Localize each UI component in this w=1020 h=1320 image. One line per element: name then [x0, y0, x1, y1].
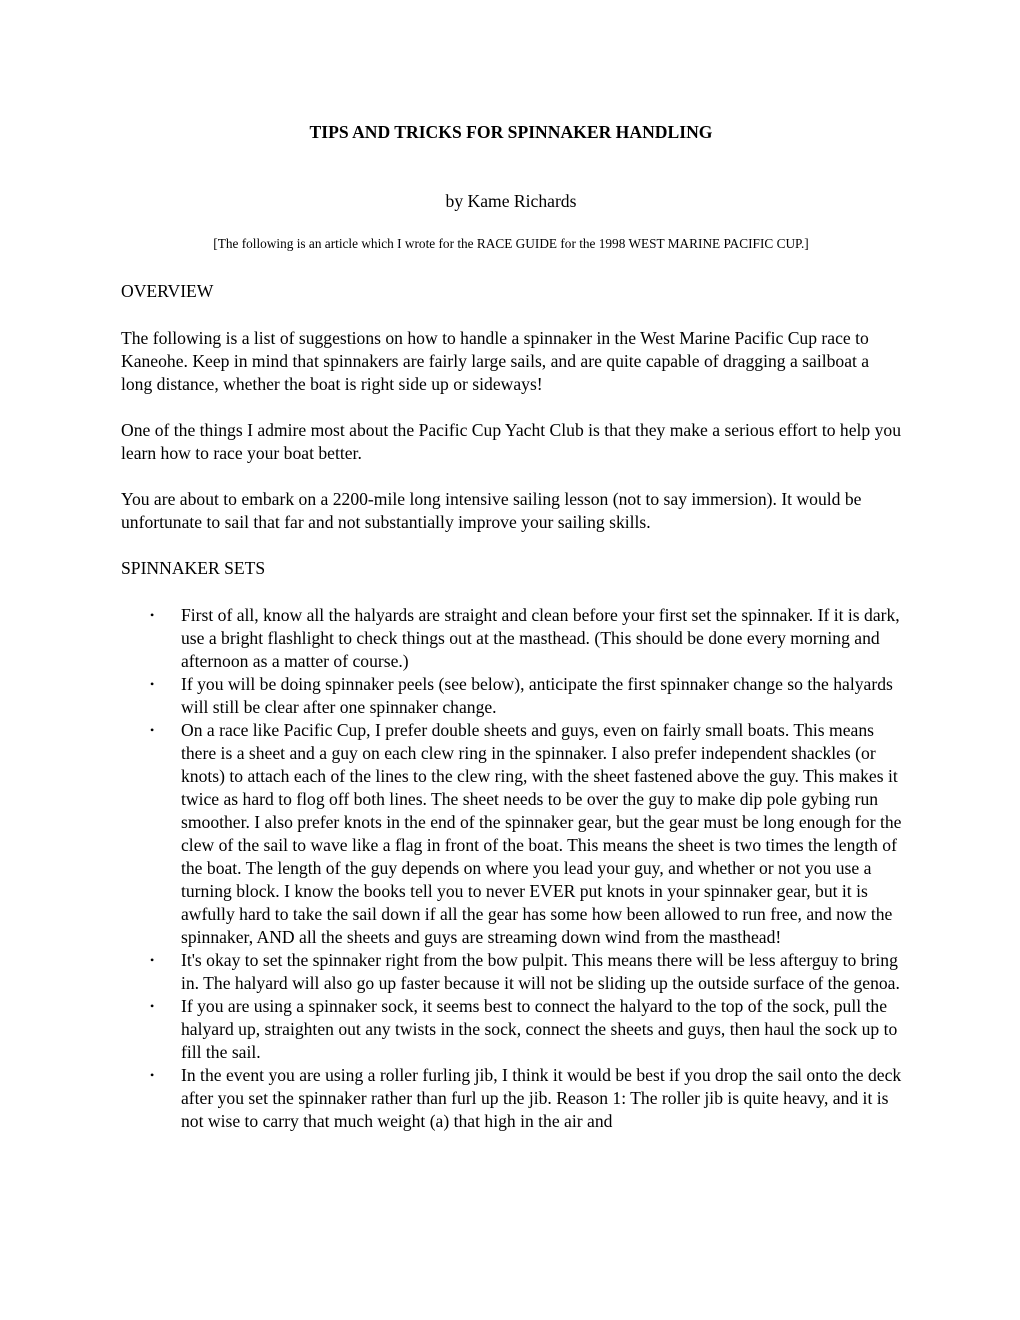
list-item — [121, 719, 903, 949]
overview-paragraph-2: One of the things I admire most about the Pacific Cup Yacht Club is that they make a serious effort to help you learn how to race your boat better. — [121, 420, 902, 463]
editorial-note: [The following is an article which I wrote for the RACE GUIDE for the 1998 WEST MARINE PACIFIC CUP.] — [213, 236, 809, 251]
overview-heading: OVERVIEW — [121, 281, 214, 301]
bullet-icon: • — [150, 999, 155, 1013]
bullet-icon: • — [150, 953, 155, 967]
list-item-text: On a race like Pacific Cup, I prefer double sheets and guys, even on fairly small boats. This means there is a sheet and a guy on each clew ring in the spinnaker. I also prefer independent shackles (or knots) to attach each of the lines to the clew ring, with the sheet fastened above the guy. This makes it twice as hard to flog off both lines. The sheet needs to be over the guy to make dip pole gybing run smoother. I also prefer knots in the end of the spinnaker gear, but the gear must be long enough for the clew of the sail to wave like a flag in front of the boat. This means the sheet is two times the length of the boat. The length of the guy depends on where you lead your guy, and whether or not you use a turning block. I know the books tell you to never EVER put knots in your spinnaker gear, but it is awfully hard to take the sail down if all the gear has some how been allowed to run free, and now the spinnaker, AND all the sheets and guys are streaming down wind from the masthead! — [181, 720, 902, 947]
overview-paragraph-1: The following is a list of suggestions on how to handle a spinnaker in the West Marine Pacific Cup race to Kaneohe. Keep in mind that spinnakers are fairly large sails, and are quite capable of dragging a sailboat a long distance, whether the boat is right side up or sideways! — [121, 328, 870, 394]
list-item-text: First of all, know all the halyards are straight and clean before your first set the spinnaker. If it is dark, use a bright flashlight to check things out at the masthead. (This should be done every morning and afternoon as a matter of course.) — [181, 605, 900, 671]
list-item-text: It's okay to set the spinnaker right from the bow pulpit. This means there will be less afterguy to bring in. The halyard will also go up faster because it will not be sliding up the outside surface of the genoa. — [181, 950, 900, 993]
author-byline: by Kame Richards — [445, 191, 577, 211]
bullet-icon: • — [150, 723, 155, 737]
overview-paragraph-3: You are about to embark on a 2200-mile long intensive sailing lesson (not to say immersion). It would be unfortunate to sail that far and not substantially improve your sailing skills. — [121, 489, 862, 532]
bullet-icon: • — [150, 608, 155, 622]
bullet-icon: • — [150, 1068, 155, 1082]
spinnaker-sets-heading: SPINNAKER SETS — [121, 558, 266, 578]
list-item-text: If you will be doing spinnaker peels (see below), anticipate the first spinnaker change so the halyards will still be clear after one spinnaker change. — [181, 674, 893, 717]
list-item-text: If you are using a spinnaker sock, it seems best to connect the halyard to the top of the sock, pull the halyard up, straighten out any twists in the sock, connect the sheets and guys, then haul the sock up to fill the sail. — [181, 996, 898, 1062]
list-item-text: In the event you are using a roller furling jib, I think it would be best if you drop the sail onto the deck after you set the spinnaker rather than furl up the jib. Reason 1: The roller jib is quite heavy, and it is not wise to carry that much weight (a) that high in the air and — [181, 1065, 902, 1131]
bullet-icon: • — [150, 677, 155, 691]
list-item — [121, 949, 903, 995]
list-item — [121, 1064, 903, 1133]
spinnaker-sets-list — [121, 604, 903, 1133]
list-item — [121, 995, 903, 1064]
list-item — [121, 604, 903, 673]
list-item — [121, 673, 903, 719]
document-title: TIPS AND TRICKS FOR SPINNAKER HANDLING — [309, 122, 713, 142]
